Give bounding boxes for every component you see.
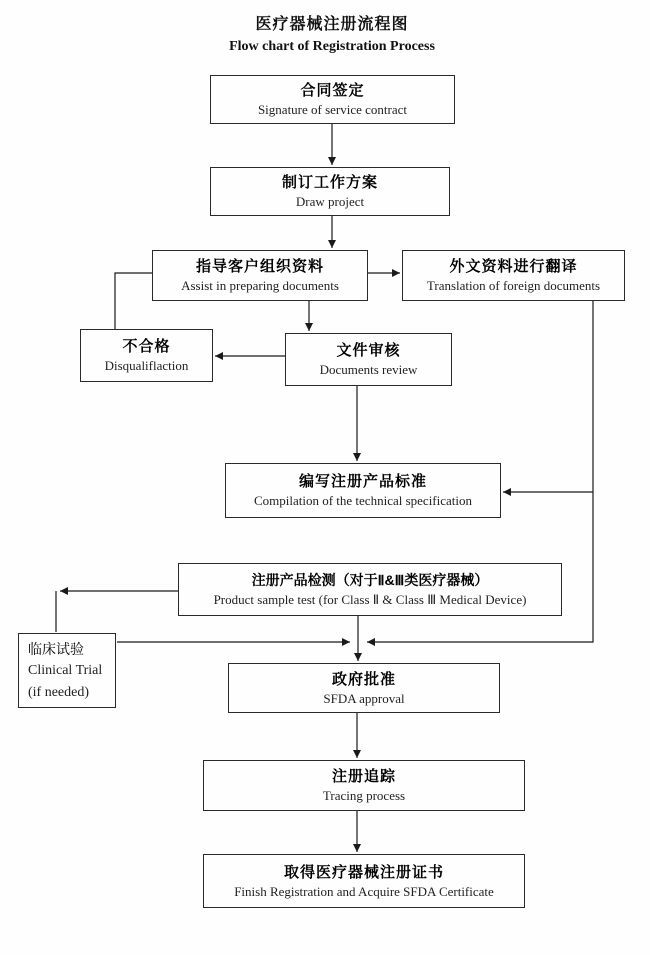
node-translation-en: Translation of foreign documents	[426, 278, 601, 293]
node-clinical-trial-note: (if needed)	[28, 684, 90, 700]
node-sample-test-zh: 注册产品检测（对于Ⅱ&Ⅲ类医疗器械）	[251, 572, 489, 588]
node-tracing-process-zh: 注册追踪	[331, 768, 396, 785]
page-title-zh: 医疗器械注册流程图	[255, 16, 409, 33]
node-assist-documents	[152, 250, 368, 301]
node-sfda-approval	[228, 663, 500, 713]
node-certificate	[203, 854, 525, 908]
node-sample-test	[178, 563, 562, 616]
node-translation	[402, 250, 625, 301]
node-documents-review	[285, 333, 452, 386]
node-contract-signing-en: Signature of service contract	[257, 102, 408, 117]
node-disqualification-zh: 不合格	[122, 338, 171, 355]
node-clinical-trial-en: Clinical Trial	[28, 662, 103, 678]
node-tracing-process-en: Tracing process	[322, 788, 406, 803]
node-sample-test-en: Product sample test (for Class Ⅱ & Class Ⅲ Medical Device)	[213, 592, 527, 607]
node-disqualification-en: Disqualiflaction	[104, 358, 189, 373]
node-sfda-approval-en: SFDA approval	[323, 690, 405, 706]
chart-header	[0, 14, 650, 57]
node-clinical-trial	[18, 633, 116, 708]
page-title-en: Flow chart of Registration Process	[229, 39, 435, 54]
node-documents-review-en: Documents review	[319, 362, 418, 377]
node-draw-project-zh: 制订工作方案	[281, 174, 378, 191]
node-contract-signing-zh: 合同签定	[300, 82, 365, 99]
node-disqualification	[80, 329, 213, 382]
node-sfda-approval-zh: 政府批准	[331, 670, 396, 688]
node-contract-signing	[210, 75, 455, 124]
node-draw-project-en: Draw project	[295, 194, 365, 209]
node-assist-documents-zh: 指导客户组织资料	[195, 258, 324, 275]
node-compilation-en: Compilation of the technical specification	[253, 493, 473, 508]
node-tracing-process	[203, 760, 525, 811]
node-draw-project	[210, 167, 450, 216]
node-translation-zh: 外文资料进行翻译	[449, 258, 578, 275]
node-certificate-zh: 取得医疗器械注册证书	[283, 863, 444, 881]
node-compilation	[225, 463, 501, 518]
node-documents-review-zh: 文件审核	[336, 342, 401, 359]
line-disqualification-to-assist	[115, 273, 152, 329]
node-assist-documents-en: Assist in preparing documents	[181, 278, 339, 293]
node-compilation-zh: 编写注册产品标准	[298, 473, 427, 490]
node-certificate-en: Finish Registration and Acquire SFDA Certificate	[234, 883, 494, 899]
node-clinical-trial-zh: 临床试验	[28, 640, 84, 657]
